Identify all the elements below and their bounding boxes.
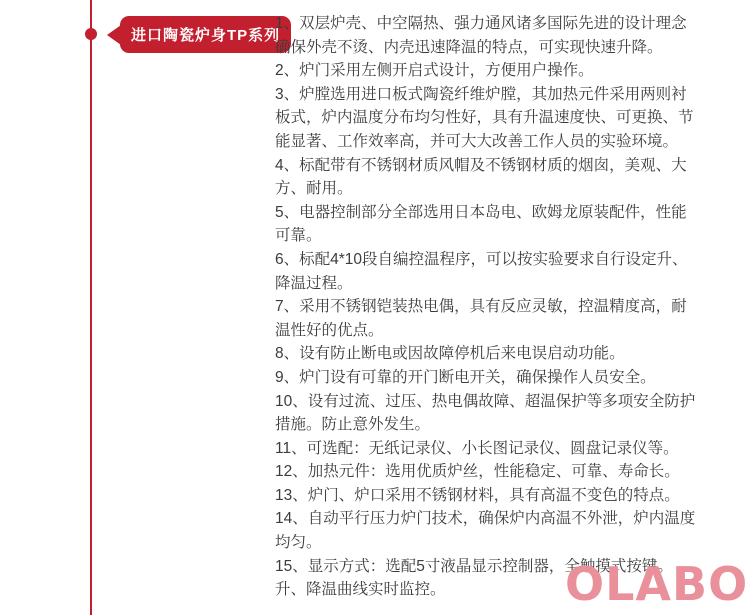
feature-item: 4、标配带有不锈钢材质风帽及不锈钢材质的烟囱，美观、大方、耐用。 [275,156,687,198]
feature-item: 14、自动平行压力炉门技术，确保炉内高温不外泄，炉内温度均匀。 [275,510,696,552]
feature-list [275,12,697,602]
timeline-line [90,0,92,615]
olabo-watermark-logo: OLABO [565,557,749,611]
series-badge-label: 进口陶瓷炉身TP系列 [131,27,281,44]
feature-item: 13、炉门、炉口采用不锈钢材料，具有高温不变色的特点。 [275,486,680,504]
badge-arrow-left-icon [107,25,121,45]
feature-item: 12、加热元件：选用优质炉丝，性能稳定、可靠、寿命长。 [275,463,680,481]
feature-item: 5、电器控制部分全部选用日本岛电、欧姆龙原装配件，性能可靠。 [275,203,687,245]
series-badge [120,16,291,53]
feature-item: 11、可选配：无纸记录仪、小长图记录仪、圆盘记录仪等。 [275,439,679,457]
feature-item: 9、炉门设有可靠的开门断电开关，确保操作人员安全。 [275,368,656,386]
feature-item: 15、显示方式：选配5寸液晶显示控制器，全触摸式按键。升、降温曲线实时监控。 [275,557,673,599]
feature-item: 8、设有防止断电或因故障停机后来电误启动功能。 [275,345,625,363]
feature-item: 2、炉门采用左侧开启式设计，方便用户操作。 [275,62,594,80]
timeline-dot [85,28,97,40]
feature-item: 1、双层炉壳、中空隔热、强力通风诸多国际先进的设计理念确保外壳不烫、内壳迅速降温的特点，可实现快速升降。 [275,15,687,56]
feature-item: 6、标配4*10段自编控温程序，可以按实验要求自行设定升、降温过程。 [275,250,688,292]
feature-item: 3、炉膛选用进口板式陶瓷纤维炉膛，其加热元件采用两则衬板式，炉内温度分布均匀性好，具有升温速度快、可更换、节能显著、工作效率高，并可大大改善工作人员的实验环境。 [275,85,694,150]
feature-item: 7、采用不锈钢铠装热电偶，具有反应灵敏，控温精度高，耐温性好的优点。 [275,298,687,339]
feature-item: 10、设有过流、过压、热电偶故障、超温保护等多项安全防护措施。防止意外发生。 [275,392,696,434]
